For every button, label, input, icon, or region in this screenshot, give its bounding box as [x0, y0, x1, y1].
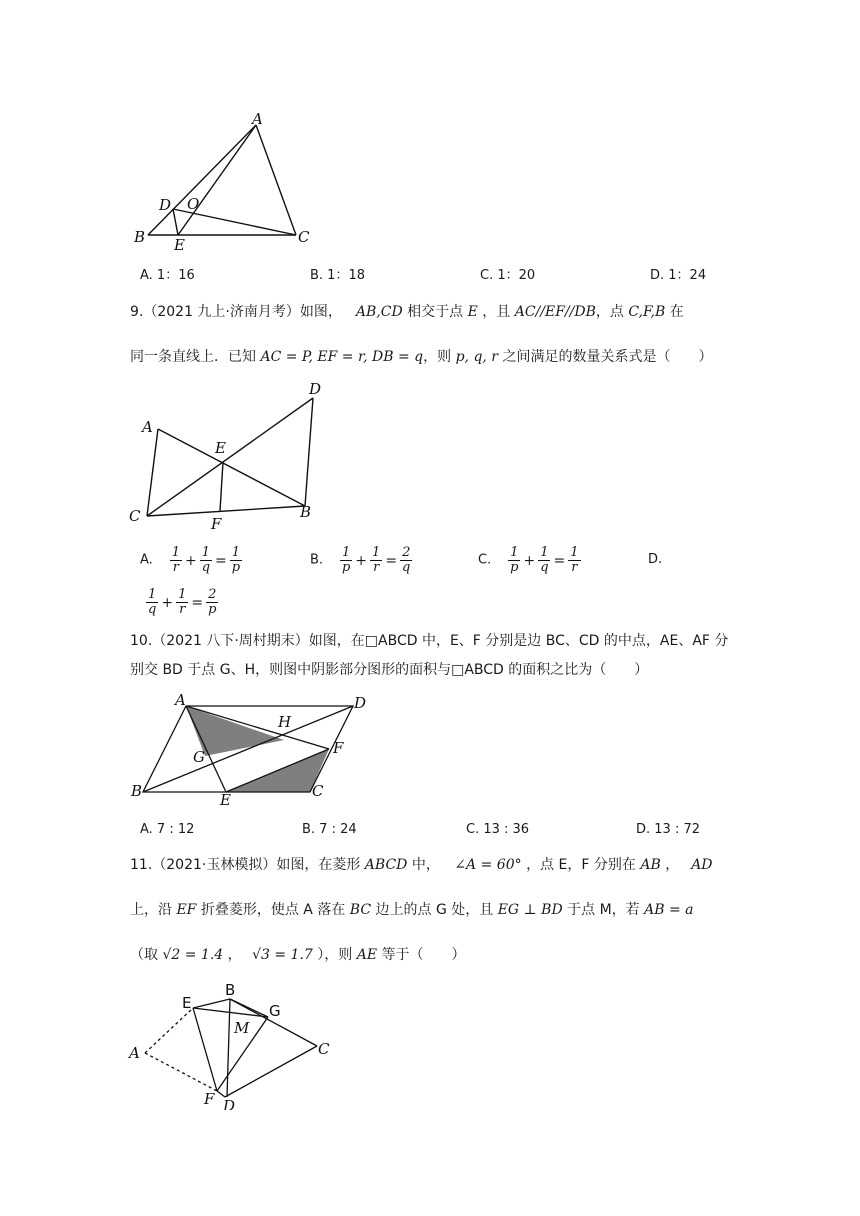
q8-option-d[interactable]: D. 1：24 — [650, 268, 707, 283]
q10-label-b: B — [131, 782, 143, 800]
q9-label-d: D — [309, 380, 322, 398]
q11-stem-line2: 上，沿 EF 折叠菱形，使点 A 落在 BC 边上的点 G 处，且 EG ⊥ BD 于点 M，若 AB = a — [130, 902, 694, 918]
q9-option-c[interactable]: C. $\frac{1}{p}$ + $\frac{1}{q}$ = $\frac{1}{r}$ — [478, 545, 579, 575]
q10-figure — [128, 692, 378, 807]
q9-label-f: F — [211, 515, 222, 533]
q10-option-b[interactable]: B. 7 : 24 — [302, 822, 357, 837]
q8-label-b: B — [134, 228, 146, 246]
q8-label-e: E — [174, 236, 185, 252]
q10-label-e: E — [220, 791, 231, 807]
q9-label-b: B — [300, 503, 312, 521]
q9-option-a[interactable]: A. $\frac{1}{r}$ + $\frac{1}{q}$ = $\frac{1}{p}$ — [140, 545, 241, 575]
q10-label-h: H — [278, 713, 292, 731]
q10-stem-line2: 别交 BD 于点 G、H，则图中阴影部分图形的面积与□ABCD 的面积之比为（ ） — [130, 662, 649, 678]
q11-figure — [125, 980, 350, 1110]
q10-label-f: F — [333, 739, 344, 757]
q11-stem-line3: （取 √2 = 1.4 ， √3 = 1.7 ），则 AE 等于（ ） — [130, 947, 466, 963]
q10-label-a: A — [175, 692, 186, 709]
q8-label-c: C — [298, 228, 310, 246]
q8-label-d: D — [159, 196, 172, 214]
q10-option-c[interactable]: C. 13 : 36 — [466, 822, 530, 837]
q11-stem-line1: 11.（2021·玉林模拟）如图，在菱形 ABCD 中， ∠A = 60° ，点 E，F 分别在 AB ， AD — [130, 857, 713, 873]
q9-label-c: C — [129, 507, 141, 525]
q9-option-d[interactable]: $\frac{1}{q}$ + $\frac{1}{r}$ = $\frac{2}{p}$ — [148, 587, 217, 617]
q10-label-g: G — [193, 748, 205, 766]
q8-label-o: O — [187, 195, 200, 213]
q10-label-d: D — [354, 694, 367, 712]
q11-label-f: F — [204, 1090, 215, 1108]
q11-label-e: E — [182, 994, 192, 1012]
q9-label-a: A — [142, 418, 153, 436]
q8-figure — [130, 112, 320, 252]
q10-stem-line1: 10.（2021 八下·周村期末）如图，在□ABCD 中，E、F 分别是边 BC、CD 的中点，AE、AF 分 — [130, 633, 729, 649]
q9-option-b[interactable]: B. $\frac{1}{p}$ + $\frac{1}{r}$ = $\frac{2}{q}$ — [310, 545, 411, 575]
q11-label-b: B — [225, 981, 236, 999]
q10-option-a[interactable]: A. 7 : 12 — [140, 822, 195, 837]
q9-figure — [125, 378, 325, 533]
q11-label-m: M — [234, 1019, 250, 1037]
q9-option-d-label[interactable]: D. — [648, 552, 663, 567]
q9-stem-line2: 同一条直线上．已知 AC = P, EF = r, DB = q，则 p, q, r 之间满足的数量关系式是（ ） — [130, 349, 713, 365]
q11-label-a: A — [129, 1044, 140, 1062]
q8-option-c[interactable]: C. 1：20 — [480, 268, 536, 283]
q9-label-e: E — [215, 439, 226, 457]
q10-label-c: C — [312, 782, 324, 800]
q8-label-a: A — [252, 112, 263, 128]
q10-option-d[interactable]: D. 13 : 72 — [636, 822, 701, 837]
q11-label-c: C — [318, 1040, 330, 1058]
q8-option-b[interactable]: B. 1：18 — [310, 268, 365, 283]
q11-label-g: G — [269, 1002, 281, 1020]
q8-option-a[interactable]: A. 1：16 — [140, 268, 195, 283]
q9-stem-line1: 9.（2021 九上·济南月考）如图， AB,CD 相交于点 E ，且 AC//EF//DB，点 C,F,B 在 — [130, 304, 684, 320]
q11-label-d: D — [223, 1097, 236, 1110]
